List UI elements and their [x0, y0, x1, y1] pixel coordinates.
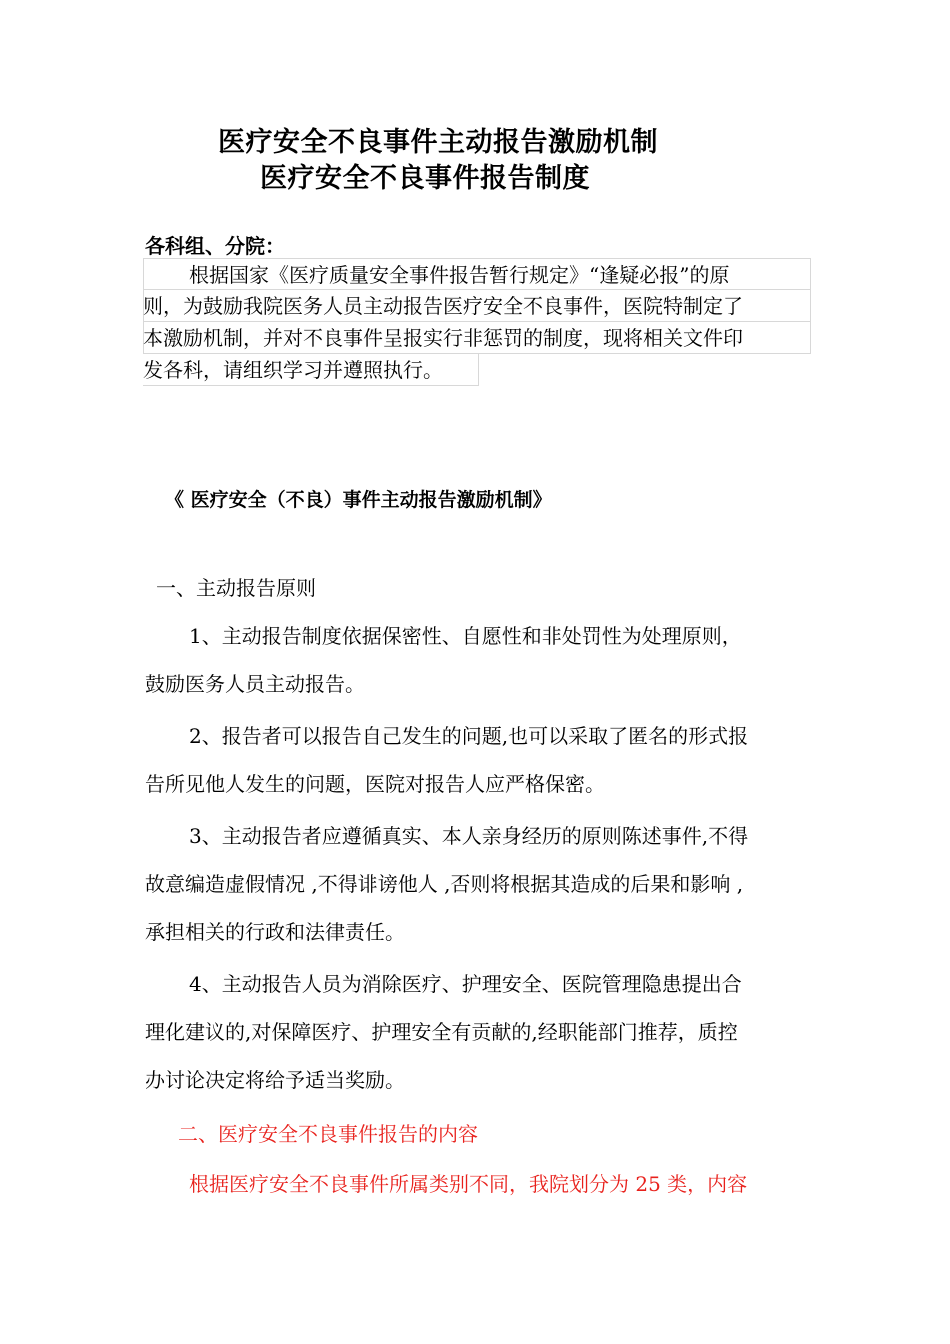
- principle-paragraph-2: [145, 712, 810, 808]
- intro-line: 发各科，请组织学习并遵照执行。: [143, 354, 479, 386]
- paragraph-line: 2、报告者可以报告自己发生的问题,也可以采取了匿名的形式报: [189, 724, 749, 748]
- paragraph-line: 1、主动报告制度依据保密性、自愿性和非处罚性为处理原则，: [189, 624, 742, 648]
- paragraph-line: 鼓励医务人员主动报告。: [145, 672, 365, 696]
- principle-paragraph-4: [145, 960, 810, 1104]
- salutation: 各科组、分院：: [145, 234, 285, 258]
- principle-paragraph-1: [145, 612, 810, 708]
- intro-line: 本激励机制，并对不良事件呈报实行非惩罚的制度，现将相关文件印: [143, 322, 811, 354]
- principle-heading: 一、主动报告原则: [156, 576, 316, 600]
- intro-line: 则，为鼓励我院医务人员主动报告医疗安全不良事件，医院特制定了: [143, 290, 811, 322]
- content-heading: 二、医疗安全不良事件报告的内容: [178, 1122, 478, 1146]
- principle-paragraph-3: [145, 812, 810, 956]
- paragraph-line: 4、主动报告人员为消除医疗、护理安全、医院管理隐患提出合: [189, 972, 742, 996]
- paragraph-line: 告所见他人发生的问题，医院对报告人应严格保密。: [145, 772, 605, 796]
- section-title: 《 医疗安全（不良）事件主动报告激励机制》: [165, 489, 552, 511]
- paragraph-line: 承担相关的行政和法律责任。: [145, 920, 405, 944]
- paragraph-line: 3、主动报告者应遵循真实、本人亲身经历的原则陈述事件,不得: [189, 824, 749, 848]
- content-paragraph: [145, 1160, 810, 1208]
- paragraph-line: 根据医疗安全不良事件所属类别不同，我院划分为 25 类，内容: [189, 1172, 748, 1196]
- paragraph-line: 理化建议的,对保障医疗、护理安全有贡献的,经职能部门推荐，质控: [145, 1020, 738, 1044]
- document-title-line-2: 医疗安全不良事件报告制度: [260, 163, 590, 194]
- intro-paragraph: [143, 258, 811, 386]
- document-title-line-1: 医疗安全不良事件主动报告激励机制: [218, 127, 658, 158]
- paragraph-line: 办讨论决定将给予适当奖励。: [145, 1068, 405, 1092]
- intro-line: 根据国家《医疗质量安全事件报告暂行规定》“逢疑必报”的原: [143, 258, 811, 290]
- paragraph-line: 故意编造虚假情况 ,不得诽谤他人 ,否则将根据其造成的后果和影响 ,: [145, 872, 744, 896]
